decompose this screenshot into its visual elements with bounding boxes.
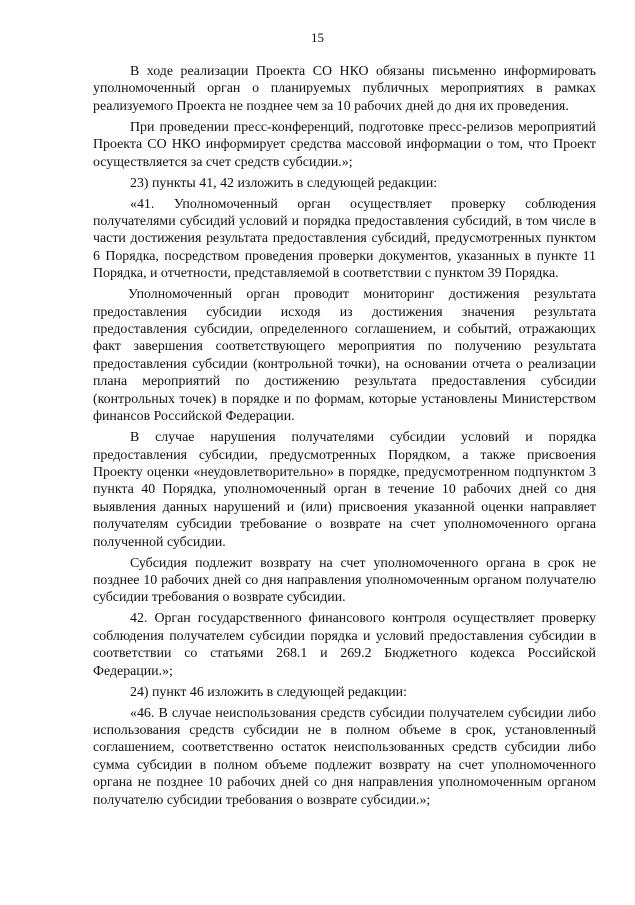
paragraph-clause-42: 42. Орган государственного финансового контроля осуществляет проверку соблюдения получателем субсидии порядка и условий предоставления субсидии в соответствии со статьями 268.1 и 269.2 Бюджетного кодекса Российской Федерации.»;: [93, 611, 596, 679]
paragraph-amendment-23: 23) пункты 41, 42 изложить в следующей редакции:: [130, 175, 438, 191]
paragraph-subsidy-return: Субсидия подлежит возврату на счет уполномоченного органа в срок не позднее 10 рабочих дней со дня направления уполномоченным органом получателю субсидии требования о возврате субсидии.: [93, 555, 596, 606]
paragraph-public-events-notice: В ходе реализации Проекта СО НКО обязаны письменно информировать уполномоченный орган о планируемых публичных мероприятиях в рамках реализуемого Проекта не позднее чем за 10 рабочих дней до дня их проведения.: [93, 64, 596, 114]
document-body: [93, 63, 596, 813]
paragraph-violation-case: В случае нарушения получателями субсидии условий и порядка предоставления субсидии, предусмотренных Порядком, а также присвоения Проекту оценки «неудовлетворительно» в порядке, предусмотренном подпунктом 3 пункта 40 Порядка, уполномоченный орган в течение 10 рабочих дней со дня выявления данных нарушений и (или) присвоения указанной оценки направляет получателям субсидии требование о возврате на счет уполномоченного органа полученной субсидии.: [93, 430, 596, 550]
paragraph-press-conferences: При проведении пресс-конференций, подготовке пресс-релизов мероприятий Проекта СО НКО информирует средства массовой информации о том, что Проект осуществляется за счет средств субсидии.»;: [93, 119, 596, 170]
paragraph-amendment-24: 24) пункт 46 изложить в следующей редакции:: [130, 684, 407, 700]
paragraph-monitoring: Уполномоченный орган проводит мониторинг достижения результата предоставления субсидии исходя из достижения значения результата предоставления субсидии, определенного соглашением, и событий, отражающих факт завершения соответствующего мероприятия по получению результата предоставления субсидии (контрольной точки), на основании отчета о реализации плана мероприятий по достижению результата предоставления субсидии (контрольных точек) в порядке и по формам, которые установлены Министерством финансов Российской Федерации.: [93, 287, 596, 425]
page-number: 15: [311, 30, 324, 45]
paragraph-clause-41: «41. Уполномоченный орган осуществляет проверку соблюдения получателями субсидий условий и порядка предоставления субсидий, в том числе в части достижения результата предоставления субсидий, предусмотренных пунктом 6 Порядка, посредством проведения проверки документов, указанных в пункте 11 Порядка, и отчетности, представляемой в соответствии с пунктом 39 Порядка.: [93, 196, 596, 282]
paragraph-clause-46: «46. В случае неиспользования средств субсидии получателем субсидии либо использования средств субсидии не в полном объеме в срок, установленный соглашением, соответственно остаток неиспользованных средств субсидии либо сумма субсидии в полном объеме подлежит возврату на счет уполномоченного органа не позднее 10 рабочих дней со дня направления уполномоченным органом получателю субсидии требования о возврате субсидии.»;: [93, 705, 596, 808]
